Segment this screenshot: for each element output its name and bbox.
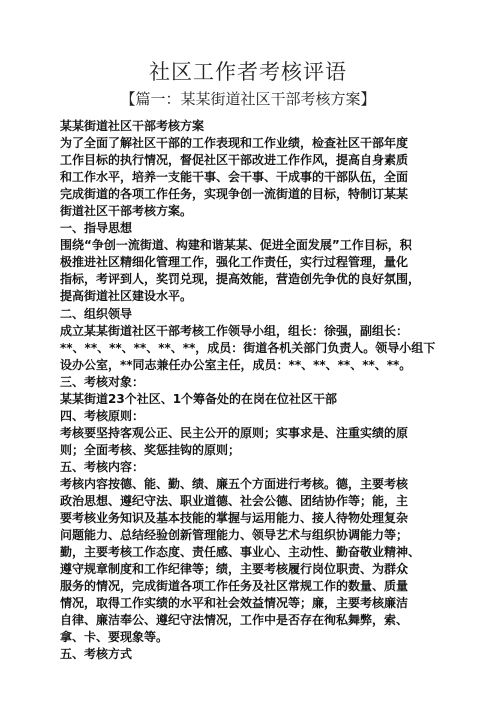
body-line: 极推进社区精细化管理工作，强化工作责任，实行过程管理，量化 bbox=[60, 255, 409, 270]
body-line: 勤，主要考核工作态度、责任感、事业心、主动性、勤奋敬业精神、 bbox=[60, 545, 421, 560]
body-line: 街道社区干部考核方案。 bbox=[60, 204, 193, 219]
body-line: 拿、卡、要现象等。 bbox=[60, 630, 169, 645]
body-line: 五、考核内容： bbox=[60, 459, 145, 474]
body-line: 问题能力、总结经验创新管理能力、领导艺术与组织协调能力等； bbox=[60, 528, 409, 543]
body-line: 四、考核原则： bbox=[60, 408, 145, 423]
body-line: 考核要坚持客观公正、民主公开的原则；实事求是、注重实绩的原 bbox=[60, 425, 409, 440]
document-subtitle: 【篇一：某某街道社区干部考核方案】 bbox=[120, 90, 376, 108]
body-line: 提高街道社区建设水平。 bbox=[60, 289, 193, 304]
body-line: 政治思想、遵纪守法、职业道德、社会公德、团结协作等；能，主 bbox=[60, 494, 409, 509]
body-line: 成立某某街道社区干部考核工作领导小组，组长：徐强，副组长： bbox=[60, 323, 409, 338]
document-title: 社区工作者考核评语 bbox=[149, 60, 347, 84]
body-line: 为了全面了解社区干部的工作表现和工作业绩，检查社区干部年度 bbox=[60, 136, 409, 151]
body-line: 遵守规章制度和工作纪律等；绩，主要考核履行岗位职责、为群众 bbox=[60, 562, 409, 577]
body-line: 三、考核对象： bbox=[60, 374, 145, 389]
body-line: 指标，考评到人，奖罚兑现，提高效能，营造创先争优的良好氛围， bbox=[60, 272, 421, 287]
body-line: 二、组织领导 bbox=[60, 306, 133, 321]
body-line: 完成街道的各项工作任务，实现争创一流街道的目标，特制订某某 bbox=[60, 187, 409, 202]
body-line: 设办公室，**同志兼任办公室主任，成员：**、**、**、**、**。 bbox=[60, 357, 412, 372]
body-line: 一、指导思想 bbox=[60, 221, 133, 236]
body-line: 围绕“争创一流街道、构建和谐某某、促进全面发展”工作目标，积 bbox=[60, 238, 412, 253]
body-line: 五、考核方式 bbox=[60, 647, 133, 662]
body-line: 某某街道社区干部考核方案 bbox=[60, 119, 205, 133]
body-line: 工作目标的执行情况，督促社区干部改进工作作风，提高自身素质 bbox=[60, 153, 409, 168]
body-line: 服务的情况，完成街道各项工作任务及社区常规工作的数量、质量 bbox=[60, 579, 409, 594]
body-line: 要考核业务知识及基本技能的掌握与运用能力、接人待物处理复杂 bbox=[60, 511, 409, 526]
body-line: 情况，取得工作实绩的水平和社会效益情况等；廉，主要考核廉洁 bbox=[60, 596, 409, 611]
body-line: 考核内容按德、能、勤、绩、廉五个方面进行考核。德，主要考核 bbox=[60, 476, 409, 491]
body-line: **、**、**、**、**、**，成员：街道各机关部门负责人。领导小组下 bbox=[60, 340, 436, 355]
body-line: 自律、廉洁奉公、遵纪守法情况，工作中是否存在徇私舞弊，索、 bbox=[60, 613, 409, 628]
body-line: 某某街道23个社区、1个筹备处的在岗在位社区干部 bbox=[60, 391, 338, 406]
body-line: 则；全面考核、奖惩挂钩的原则； bbox=[60, 442, 241, 457]
document-body bbox=[60, 118, 460, 664]
body-line: 和工作水平，培养一支能干事、会干事、干成事的干部队伍，全面 bbox=[60, 170, 409, 185]
